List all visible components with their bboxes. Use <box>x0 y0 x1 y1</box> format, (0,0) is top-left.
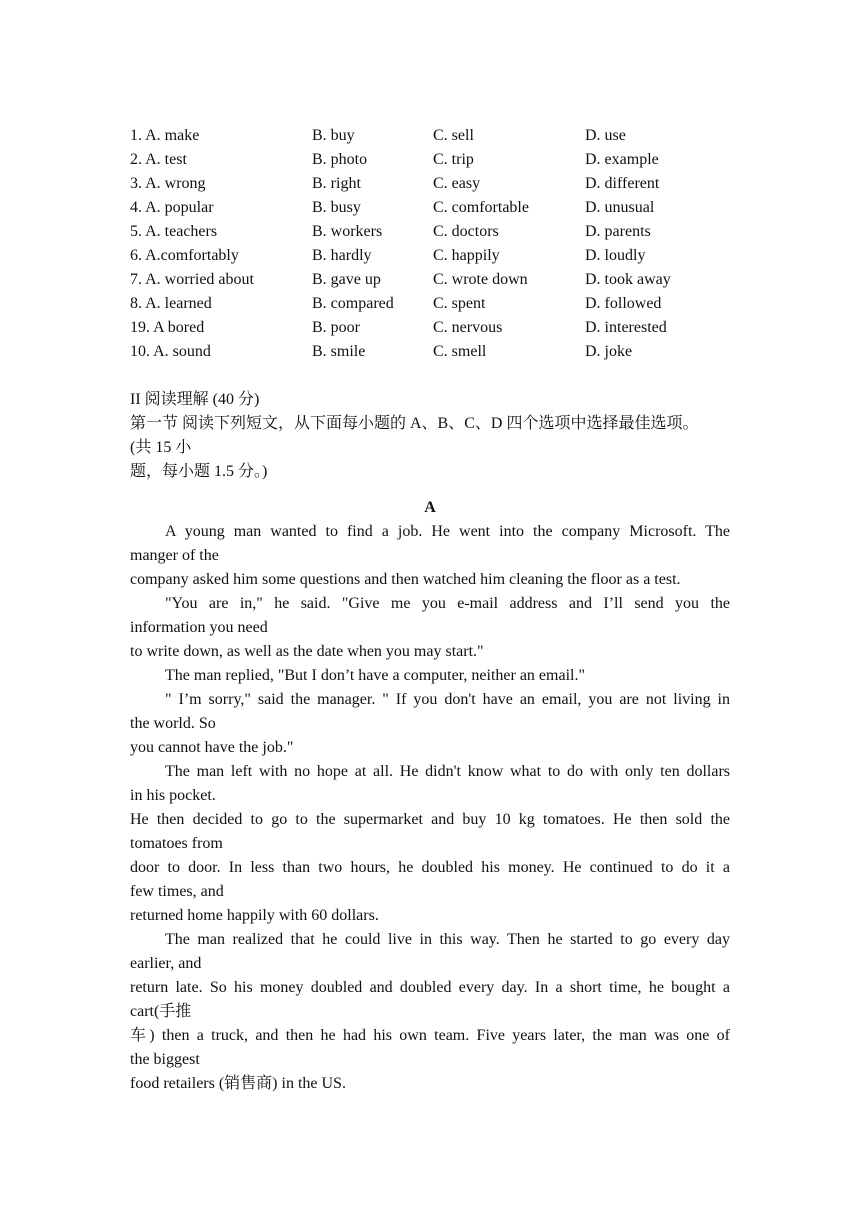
passage-line: The man left with no hope at all. He didn't know what to do with only ten dollars <box>165 763 730 780</box>
section-heading: II 阅读理解 (40 分) <box>130 391 260 408</box>
option-b: B. workers <box>312 223 383 240</box>
passage-line: The man replied, "But I don’t have a computer, neither an email." <box>165 667 585 684</box>
option-c: C. sell <box>433 127 474 144</box>
passage-line: in his pocket. <box>130 787 216 804</box>
option-d: D. followed <box>585 295 662 312</box>
instructions-line: 第一节 阅读下列短文，从下面每小题的 A、B、C、D 四个选项中选择最佳选项。 <box>130 415 699 432</box>
option-row <box>130 316 750 340</box>
passage-line: " I’m sorry," said the manager. " If you don't have an email, you are not living in <box>165 691 730 708</box>
option-b: B. buy <box>312 127 355 144</box>
option-row <box>130 220 750 244</box>
option-a: 5. A. teachers <box>130 223 218 240</box>
option-a: 7. A. worried about <box>130 271 254 288</box>
option-c: C. wrote down <box>433 271 528 288</box>
option-d: D. unusual <box>585 199 655 216</box>
passage-line: company asked him some questions and then watched him cleaning the floor as a test. <box>130 571 681 588</box>
option-b: B. gave up <box>312 271 381 288</box>
passage-line: earlier, and <box>130 955 202 972</box>
option-d: D. loudly <box>585 247 646 264</box>
passage-line: information you need <box>130 619 268 636</box>
option-d: D. joke <box>585 343 633 360</box>
option-c: C. nervous <box>433 319 503 336</box>
option-c: C. smell <box>433 343 487 360</box>
option-a: 19. A bored <box>130 319 205 336</box>
passage-line: He then decided to go to the supermarket and buy 10 kg tomatoes. He then sold the <box>130 811 730 828</box>
option-c: C. easy <box>433 175 481 192</box>
option-row <box>130 268 750 292</box>
option-d: D. took away <box>585 271 671 288</box>
option-row <box>130 292 750 316</box>
option-b: B. hardly <box>312 247 372 264</box>
passage-line: the biggest <box>130 1051 200 1068</box>
option-b: B. busy <box>312 199 361 216</box>
option-a: 6. A.comfortably <box>130 247 239 264</box>
option-b: B. right <box>312 175 361 192</box>
passage-line: to write down, as well as the date when you may start." <box>130 643 484 660</box>
option-b: B. poor <box>312 319 360 336</box>
passage-line: few times, and <box>130 883 224 900</box>
answer-options <box>130 124 750 364</box>
option-c: C. trip <box>433 151 474 168</box>
passage-body <box>130 520 730 1096</box>
option-d: D. parents <box>585 223 651 240</box>
option-c: C. comfortable <box>433 199 529 216</box>
instructions-line: (共 15 小 <box>130 439 192 456</box>
option-row <box>130 340 750 364</box>
option-a: 10. A. sound <box>130 343 211 360</box>
instructions-line: 题，每小题 1.5 分。) <box>130 463 268 480</box>
option-d: D. different <box>585 175 660 192</box>
option-d: D. example <box>585 151 659 168</box>
option-row <box>130 244 750 268</box>
option-row <box>130 172 750 196</box>
option-d: D. interested <box>585 319 667 336</box>
option-c: C. spent <box>433 295 486 312</box>
option-d: D. use <box>585 127 626 144</box>
option-c: C. doctors <box>433 223 499 240</box>
option-row <box>130 148 750 172</box>
option-c: C. happily <box>433 247 500 264</box>
option-row <box>130 196 750 220</box>
passage-title: A <box>424 499 436 516</box>
passage-line: door to door. In less than two hours, he doubled his money. He continued to do it a <box>130 859 730 876</box>
option-row <box>130 124 750 148</box>
option-a: 3. A. wrong <box>130 175 206 192</box>
passage-line: manger of the <box>130 547 219 564</box>
passage-line: the world. So <box>130 715 216 732</box>
option-b: B. photo <box>312 151 368 168</box>
option-a: 2. A. test <box>130 151 187 168</box>
option-b: B. compared <box>312 295 394 312</box>
passage-line: "You are in," he said. "Give me you e-mail address and I’ll send you the <box>165 595 730 612</box>
passage-line: return late. So his money doubled and doubled every day. In a short time, he bought a <box>130 979 730 996</box>
option-a: 1. A. make <box>130 127 200 144</box>
passage-line: returned home happily with 60 dollars. <box>130 907 379 924</box>
option-a: 8. A. learned <box>130 295 212 312</box>
passage-line: food retailers (销售商) in the US. <box>130 1075 346 1092</box>
passage-line: you cannot have the job." <box>130 739 294 756</box>
passage-line: The man realized that he could live in this way. Then he started to go every day <box>165 931 730 948</box>
passage-line: tomatoes from <box>130 835 223 852</box>
option-a: 4. A. popular <box>130 199 214 216</box>
option-b: B. smile <box>312 343 366 360</box>
passage-line: A young man wanted to find a job. He went into the company Microsoft. The <box>165 523 730 540</box>
passage-line: cart(手推 <box>130 1003 192 1020</box>
passage-line: 车) then a truck, and then he had his own team. Five years later, the man was one of <box>130 1027 730 1044</box>
